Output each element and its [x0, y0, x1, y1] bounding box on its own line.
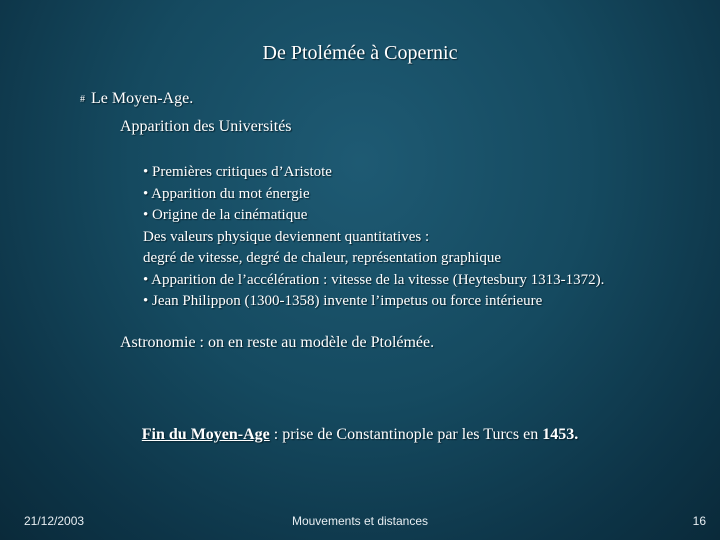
list-item: Des valeurs physique deviennent quantitatives :: [143, 228, 430, 245]
conclusion-emphasis: Fin du Moyen-Age: [141, 426, 270, 443]
conclusion-period: .: [574, 426, 579, 443]
footer-date: 21/12/2003: [24, 514, 85, 528]
slide-title: De Ptolémée à Copernic: [262, 42, 458, 64]
list-item: • Origine de la cinématique: [143, 207, 308, 223]
list-item: degré de vitesse, degré de chaleur, représentation graphique: [143, 250, 501, 266]
section-heading: [80, 90, 193, 108]
astronomy-note: Astronomie : on en reste au modèle de Ptolémée.: [120, 334, 435, 351]
footer-title: Mouvements et distances: [291, 514, 429, 528]
conclusion-year: 1453: [542, 426, 575, 443]
list-item: • Premières critiques d’Aristote: [143, 164, 332, 180]
list-item: • Jean Philippon (1300-1358) invente l’impetus ou force intérieure: [143, 293, 543, 309]
item-list: [143, 162, 604, 313]
page-number: 16: [692, 514, 706, 528]
section-heading-text: Le Moyen-Age.: [91, 90, 194, 107]
conclusion-text: : prise de Constantinople par les Turcs en: [269, 426, 543, 443]
conclusion-line: [0, 426, 720, 444]
list-item: • Apparition de l’accélération : vitesse de la vitesse (Heytesbury 1313-1372).: [143, 271, 605, 288]
subheading: Apparition des Universités: [120, 118, 292, 135]
bullet-mark: #: [80, 93, 85, 105]
list-item: • Apparition du mot énergie: [143, 185, 310, 202]
